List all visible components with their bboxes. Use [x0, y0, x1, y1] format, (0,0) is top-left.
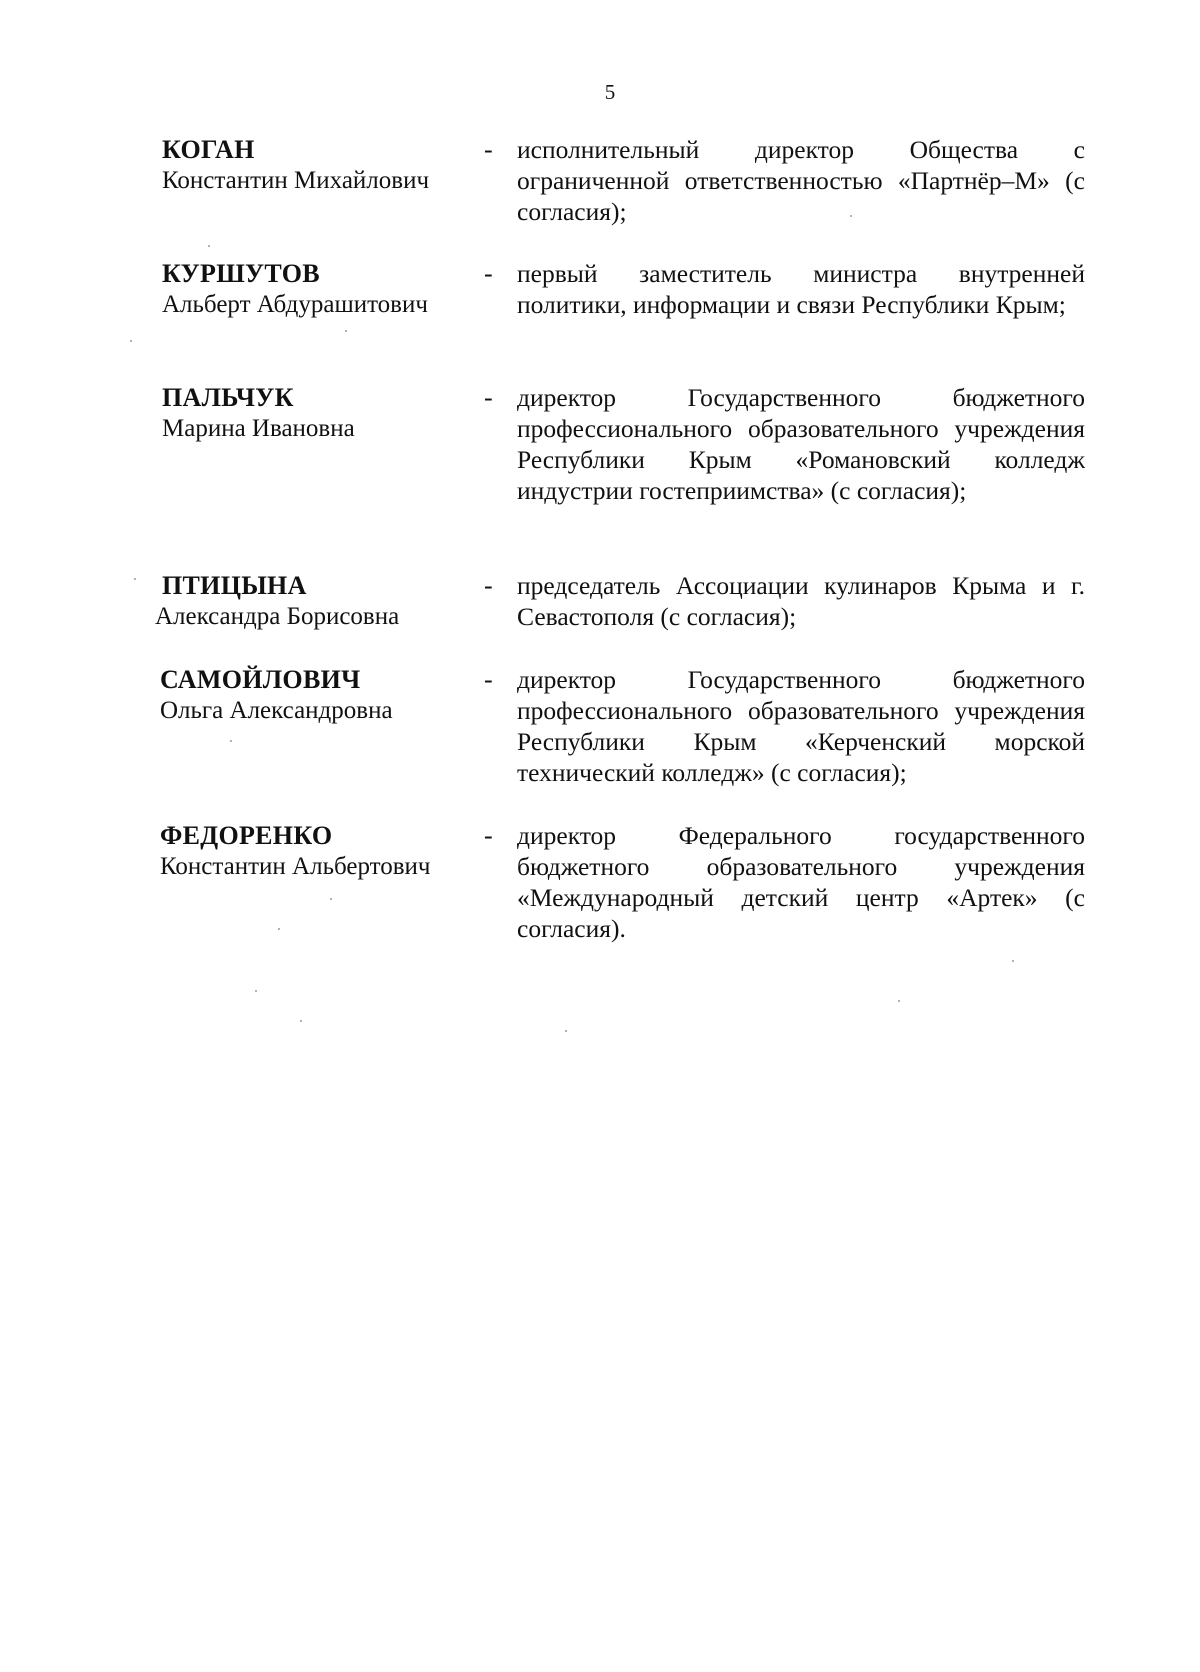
member-position: директор Федерального государственного бюджетного образовательного учреждения «Международный детский центр «Артек» (с согласия). [517, 821, 1085, 943]
member-given-names: Ольга Александровна [160, 697, 393, 724]
entry-dash: - [484, 821, 493, 850]
member-surname: САМОЙЛОВИЧ [160, 665, 361, 694]
member-surname: ФЕДОРЕНКО [160, 821, 333, 850]
member-position: первый заместитель министра внутренней политики, информации и связи Республики Крым; [517, 259, 1085, 319]
member-position: директор Государственного бюджетного профессионального образовательного учреждения Республики Крым «Керченский морской технический колледж» (с согласия); [517, 665, 1085, 787]
scan-speck [255, 990, 257, 992]
scan-speck [1012, 960, 1014, 962]
scan-speck [898, 1000, 900, 1002]
scan-speck [278, 928, 280, 930]
member-surname: ПТИЦЫНА [162, 571, 307, 600]
member-name [162, 258, 462, 320]
member-given-names: Константин Альбертович [160, 853, 431, 880]
entry-dash: - [484, 571, 493, 600]
member-name [160, 664, 460, 726]
member-position: председатель Ассоциации кулинаров Крыма и г. Севастополя (с согласия); [517, 571, 1085, 631]
scan-speck [565, 1030, 567, 1032]
member-name [155, 570, 455, 632]
member-surname: КОГАН [162, 135, 255, 164]
scan-speck [130, 340, 132, 342]
page-number: 5 [604, 80, 616, 104]
member-name [160, 820, 460, 882]
scan-speck [300, 1020, 302, 1022]
scan-speck [230, 740, 232, 742]
scan-speck [134, 578, 136, 580]
member-given-names: Альберт Абдурашитович [162, 291, 428, 318]
member-position: исполнительный директор Общества с ограниченной ответственностью «Партнёр–М» (с согласия); [517, 135, 1085, 226]
scan-speck [345, 330, 347, 332]
scan-speck [330, 898, 332, 900]
member-given-names: Марина Ивановна [162, 415, 355, 442]
entry-dash: - [484, 665, 493, 694]
member-name [162, 382, 462, 444]
member-surname: ПАЛЬЧУК [162, 383, 294, 412]
entry-dash: - [484, 135, 493, 164]
scan-speck [850, 215, 852, 217]
member-position: директор Государственного бюджетного профессионального образовательного учреждения Республики Крым «Романовский колледж индустрии гостеприимства» (с согласия); [517, 383, 1085, 505]
entry-dash: - [484, 383, 493, 412]
member-given-names: Александра Борисовна [155, 603, 400, 630]
member-name [162, 134, 462, 196]
entry-dash: - [484, 259, 493, 288]
scan-speck [208, 245, 210, 247]
member-given-names: Константин Михайлович [162, 167, 430, 194]
member-surname: КУРШУТОВ [162, 259, 320, 288]
